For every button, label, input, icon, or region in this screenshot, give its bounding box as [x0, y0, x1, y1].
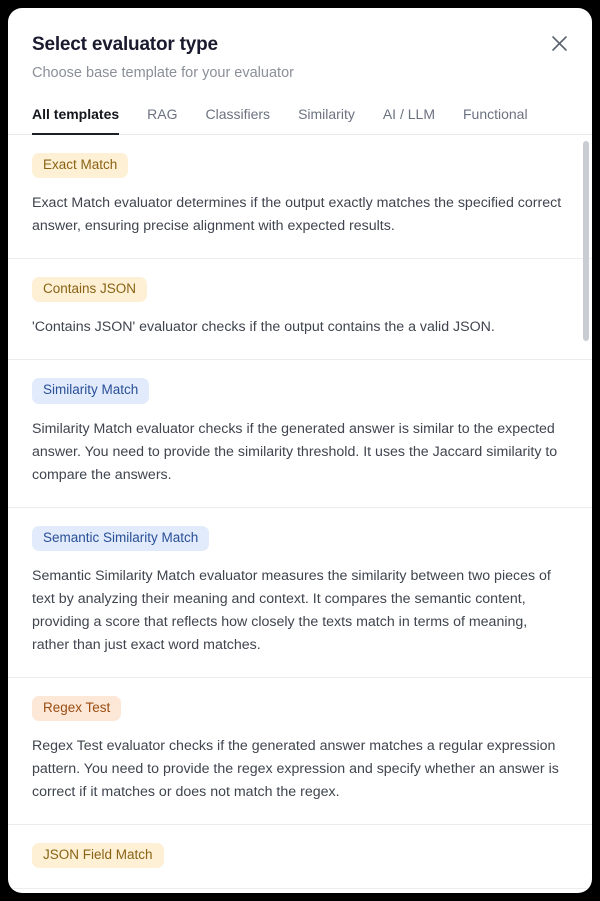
tab-similarity[interactable]: Similarity — [298, 106, 355, 122]
template-item[interactable] — [8, 135, 592, 259]
template-name-badge: Semantic Similarity Match — [32, 526, 209, 551]
tab-functional[interactable]: Functional — [462, 106, 528, 122]
template-list-wrap — [8, 135, 592, 893]
template-category-tabs — [8, 105, 592, 135]
tab-all-templates[interactable]: All templates — [32, 106, 119, 135]
tab-rag[interactable]: RAG — [147, 106, 178, 122]
template-list — [8, 135, 592, 893]
template-item[interactable] — [8, 678, 592, 825]
template-description: Semantic Similarity Match evaluator measures the similarity between two pieces of text by analyzing their meaning and context. It compares the semantic content, providing a score that reflects how closely the texts match in terms of meaning, rather than just exact word matches. — [32, 567, 551, 653]
template-name-badge: JSON Field Match — [32, 843, 164, 868]
scrollbar-thumb[interactable] — [583, 141, 589, 341]
template-item[interactable] — [8, 259, 592, 360]
tab-classifiers[interactable]: Classifiers — [205, 106, 271, 122]
tab-ai-llm[interactable]: AI / LLM — [382, 106, 435, 122]
template-name-badge: Regex Test — [32, 696, 121, 721]
dialog-subtitle: Choose base template for your evaluator — [32, 65, 294, 81]
select-evaluator-dialog — [8, 8, 592, 893]
template-name-badge: Similarity Match — [32, 378, 149, 403]
template-item[interactable] — [8, 825, 592, 889]
close-icon[interactable] — [546, 30, 572, 56]
template-item[interactable] — [8, 360, 592, 507]
template-name-badge: Exact Match — [32, 153, 128, 178]
dialog-title: Select evaluator type — [32, 34, 218, 55]
template-item[interactable] — [8, 508, 592, 678]
template-name-badge: Contains JSON — [32, 277, 147, 302]
dialog-header — [8, 8, 592, 81]
template-description: 'Contains JSON' evaluator checks if the output contains the a valid JSON. — [32, 319, 495, 336]
template-description: Exact Match evaluator determines if the output exactly matches the specified correct answer, ensuring precise alignment with expected results. — [32, 195, 562, 235]
template-description: Similarity Match evaluator checks if the generated answer is similar to the expected answer. You need to provide the similarity threshold. It uses the Jaccard similarity to compare the answers. — [32, 420, 558, 483]
template-description: Regex Test evaluator checks if the generated answer matches a regular expression pattern. You need to provide the regex expression and specify whether an answer is correct if it matches or does not match the regex. — [32, 737, 559, 800]
